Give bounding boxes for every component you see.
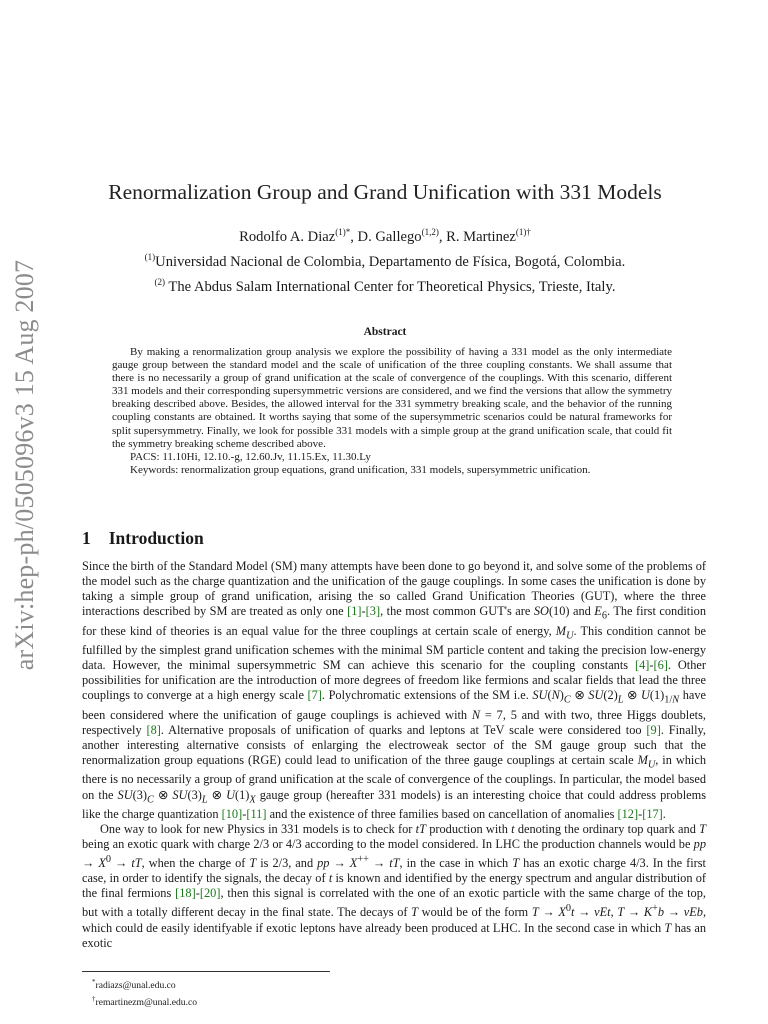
introduction-body xyxy=(82,559,706,951)
author-block xyxy=(80,222,690,297)
paragraph-1: Since the birth of the Standard Model (SM) many attempts have been done to go beyond it, and solve some of the problems of the model such as the charge quantization and the unification of the gauge couplings. In some cases the unification is done by taking a simple group of grand unification, arising the so called Grand Unification Theories (GUT), where the three interactions described by SM are treated as only one [ 1 ] -[ 3 ] , the most common GUT's are SO(10) and $E_6$. The first condition for these kind of theories is an equal value for the three couplings at certain scale of energy, $M_U$. This condition cannot be fulfilled by the simplest grand unification schemes with the minimal SM particle content and taking the precision low-energy data. However, the minimal supersymmetric SM can achieve this scenario for the coupling constants [ 4 ] -[ 6 ] . Other possibilities for unification are the introduction of more degrees of freedom like fermions and scalar fields that lead the three couplings to converge at a high energy scale [ 7 ] . Polychromatic extensions of the SM i.e. $SU(N)_C$ ⊗ $SU(2)_L$ ⊗ $U(1)_{1/N}$ have been considered where the unification of gauge couplings is achieved with N = 7, 5 and with two, three Higgs doublets, respectively [ 8 ] . Alternative proposals of unification of quarks and leptons at TeV scale were considered too [ 9 ] . Finally, another interesting alternative consists of enlarging the electroweak sector of the SM gauge group such that the renormalization group equations (RGE) could lead to unification of the three gauge couplings at certain scale $M_U$, in which there is no necessarily a group of grand unification at the scale of convergence of the couplings. In particular, the model based on the $SU(3)_C$ ⊗ $SU(3)_L$ ⊗ $U(1)_X$ gauge group (hereafter 331 models) is an interesting choice that could address problems like the charge quantization [ 10 ] -[ 11 ] and the existence of three families based on cancellation of anomalies [ 12 ] -[ 17 ] . xyxy=(82,559,706,822)
citation-link[interactable]: [ 8 ] xyxy=(146,723,160,737)
abstract-heading: Abstract xyxy=(363,326,407,338)
citation-link[interactable]: [ 17 ] xyxy=(642,807,663,821)
citation-link[interactable]: [ 20 ] xyxy=(200,886,221,900)
affiliation-1: $^{(1)}$Universidad Nacional de Colombia, Departamento de Física, Bogotá, Colombia. xyxy=(144,251,626,270)
footnote-2: †remartinezm@unal.edu.co xyxy=(92,994,198,1008)
section-heading xyxy=(82,528,204,549)
pacs-line: PACS: 11.10Hi, 12.10.-g, 12.60.Jv, 11.15.Ex, 11.30.Ly xyxy=(130,450,371,463)
footnote-divider xyxy=(82,971,330,972)
author-1-affiliation: (1) xyxy=(335,227,346,237)
author-3: R. Martinez xyxy=(446,228,516,245)
author-1-footnote-mark: * xyxy=(345,227,351,237)
citation-link[interactable]: [ 18 ] xyxy=(175,886,196,900)
citation-link[interactable]: [ 1 ] xyxy=(347,604,361,618)
author-2-affiliation: (1,2) xyxy=(421,227,439,237)
paper-title: Renormalization Group and Grand Unification with 331 Models xyxy=(108,180,662,204)
author-3-affiliation: (1) xyxy=(515,227,527,237)
citation-link[interactable]: [ 10 ] xyxy=(222,807,243,821)
abstract-body xyxy=(112,346,672,477)
abstract-text: By making a renormalization group analysis we explore the possibility of having a 331 model as the only intermediate gauge group between the standard model and the scale of unification of the three coupling constants. We shall assume that there is no necessarily a group of grand unification at the scale of convergence of the couplings. With this scenario, different 331 models and their corresponding supersymmetric versions are considered, and we find the versions that allow the symmetry breaking described above. Besides, the allowed interval for the 331 symmetry breaking scale, and the behavior of the running coupling constants are obtained. It worths saying that some of the supersymmetric scenarios could be natural frameworks for split supersymmetry. Finally, we look for possible 331 models with a simple group at the grand unification scale, that could fit the symmetry breaking scheme described above. xyxy=(112,346,672,450)
arxiv-identifier-stamp xyxy=(0,255,50,675)
citation-link[interactable]: [ 12 ] xyxy=(617,807,638,821)
citation-link[interactable]: [ 7 ] xyxy=(308,688,322,702)
citation-link[interactable]: [ 9 ] xyxy=(646,723,660,737)
section-title: Introduction xyxy=(108,528,204,548)
citation-link[interactable]: [ 4 ] xyxy=(635,658,649,672)
citation-link[interactable]: [ 3 ] xyxy=(366,604,380,618)
author-3-footnote-mark: † xyxy=(526,227,531,237)
author-1: Rodolfo A. Diaz xyxy=(239,228,336,245)
author-2: D. Gallego xyxy=(357,228,422,245)
keywords-line: Keywords: renormalization group equations, grand unification, 331 models, supersymmetric unification. xyxy=(130,463,591,476)
section-number: 1 xyxy=(82,528,91,548)
footnotes xyxy=(92,976,197,1009)
citation-link[interactable]: [ 11 ] xyxy=(246,807,266,821)
author-line: Rodolfo A. Diaz$^{(1)*}$, D. Gallego$^{(1,2)}$, R. Martinez$^{(1)\dagger}$ xyxy=(239,227,531,245)
affiliation-2: $^{(2)}$ The Abdus Salam International Center for Theoretical Physics, Trieste, Italy. xyxy=(154,276,616,295)
paragraph-2: One way to look for new Physics in 331 models is to check for tT production with t denoting the ordinary top quark and T being an exotic quark with charge 2/3 or 4/3 according to the model considered. In LHC the production channels would be pp → $X^0$ → tT, when the charge of T is 2/3, and pp → X++ → tT, in the case in which T has an exotic charge 4/3. In the first case, in order to identify the signals, the decay of t is known and identified by the energy spectrum and angular distribution of the final fermions [ 18 ] -[ 20 ] , then this signal is correlated with the one of an exotic particle with the same charge of the top, but with a totally different decay in the final state. The decays of T would be of the form $T \to X^0t \to \nu Et$, T → K+b → νEb, which could de easily identifyable if exotic leptons have already been produced at LHC. In the second case in which T has an exotic xyxy=(82,822,706,951)
arxiv-identifier-text: arXiv:hep-ph/0505096v3 15 Aug 2007 xyxy=(10,259,39,671)
citation-link[interactable]: [ 6 ] xyxy=(654,658,668,672)
footnote-1: *radiazs@unal.edu.co xyxy=(92,978,176,992)
